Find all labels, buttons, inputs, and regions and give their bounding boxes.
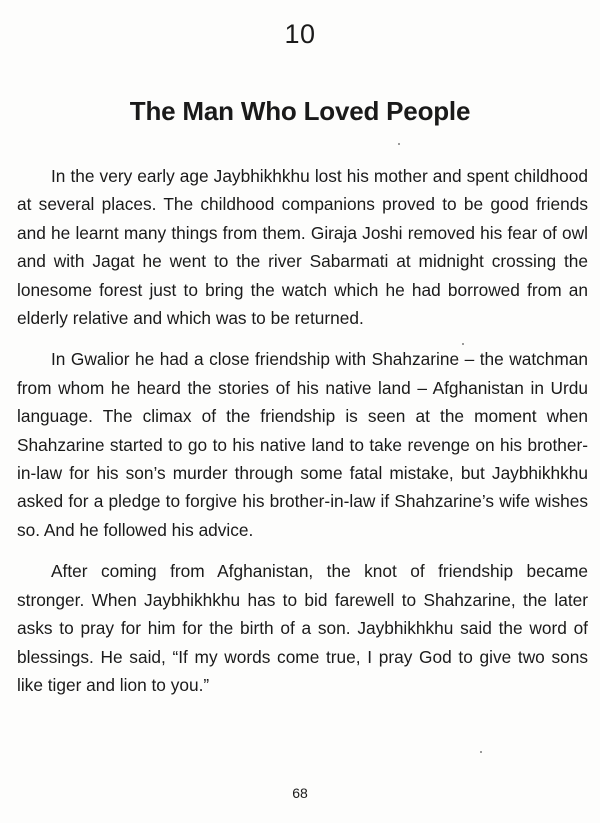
scan-speck <box>480 751 482 753</box>
chapter-title: The Man Who Loved People <box>129 96 471 126</box>
body-text <box>17 162 588 712</box>
paragraph-1: In the very early age Jaybhikhkhu lost his mother and spent childhood at several places. The childhood companions proved to be good friends and he learnt many things from them. Giraja Joshi removed his fear of owl and with Jagat he went to the river Sabarmati at midnight crossing the lonesome forest just to bring the watch which he had borrowed from an elderly relative and which was to be returned. <box>17 166 588 329</box>
page-number: 68 <box>292 785 308 801</box>
scan-speck <box>462 343 464 345</box>
paragraph-2: In Gwalior he had a close friendship with Shahzarine – the watchman from whom he heard the stories of his native land – Afghanistan in Urdu language. The climax of the friendship is seen at the moment when Shahzarine started to go to his native land to take revenge on his brother-in-law for his son’s murder through some fatal mistake, but Jaybhikhkhu asked for a pledge to forgive his brother-in-law if Shahzarine’s wife wishes so. And he followed his advice. <box>17 349 588 540</box>
chapter-number: 10 <box>284 19 316 49</box>
scan-speck <box>398 143 400 145</box>
paragraph-3: After coming from Afghanistan, the knot of friendship became stronger. When Jaybhikhkhu has to bid farewell to Shahzarine, the later asks to pray for him for the birth of a son. Jaybhikhkhu said the word of blessings. He said, “If my words come true, I pray God to give two sons like tiger and lion to you.” <box>17 561 588 695</box>
